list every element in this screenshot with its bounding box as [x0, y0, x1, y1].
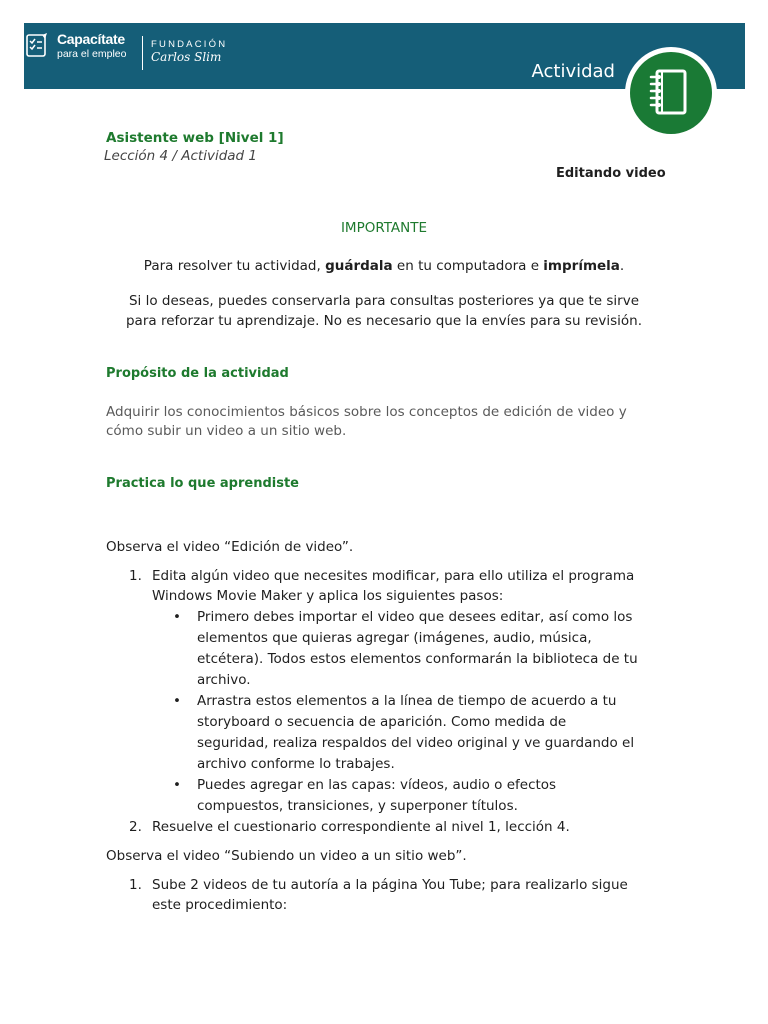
foundation-name: Carlos Slim [151, 50, 222, 64]
foundation-label: FUNDACIÓN [151, 39, 228, 50]
item3-line-2: este procedimiento: [152, 897, 288, 913]
bullet3-line-1: Puedes agregar en las capas: vídeos, audio o efectos [197, 777, 557, 793]
notebook-badge-icon [624, 46, 718, 140]
item1-line-1: Edita algún video que necesites modificar, para ello utiliza el programa [152, 568, 635, 584]
instruction-save: guárdala [325, 258, 393, 274]
item3-line-1: Sube 2 videos de tu autoría a la página You Tube; para realizarlo sigue [152, 877, 628, 893]
instruction-text-2: en tu computadora e [392, 258, 544, 274]
keep-note-line-1: Si lo deseas, puedes conservarla para consultas posteriores ya que te sirve [128, 293, 640, 309]
save-print-instruction [104, 256, 664, 276]
bullet-icon: • [173, 777, 181, 793]
bullet1-line-2: elementos que quieras agregar (imágenes, audio, música, [197, 630, 592, 646]
bullet3-line-2: compuestos, transiciones, y superponer títulos. [197, 798, 518, 814]
bullet2-line-4: archivo conforme lo trabajes. [197, 756, 395, 772]
bullet1-line-1: Primero debes importar el video que desees editar, así como los [197, 609, 633, 625]
keep-note-line-2: para reforzar tu aprendizaje. No es necesario que la envíes para su revisión. [125, 313, 643, 329]
bullet2-line-2: storyboard o secuencia de aparición. Como medida de [197, 714, 567, 730]
instruction-end: . [619, 258, 625, 274]
topic-title: Editando video [556, 166, 666, 181]
logo-divider [142, 36, 143, 70]
purpose-heading: Propósito de la actividad [106, 366, 289, 381]
list-number: 2. [129, 819, 142, 835]
brand-logo [24, 31, 228, 64]
practice-heading: Practica lo que aprendiste [106, 476, 300, 491]
purpose-line-1: Adquirir los conocimientos básicos sobre los conceptos de edición de video y [106, 404, 627, 420]
purpose-line-2: cómo subir un video a un sitio web. [106, 423, 347, 439]
brand-subtitle: para el empleo [57, 48, 127, 60]
item2-line-1: Resuelve el cuestionario correspondiente al nivel 1, lección 4. [152, 819, 570, 835]
list-number: 1. [129, 877, 142, 893]
bullet1-line-3: etcétera). Todos estos elementos conformarán la biblioteca de tu [197, 651, 638, 667]
header-title: Actividad [531, 61, 615, 82]
bullet-icon: • [173, 609, 181, 625]
bullet2-line-1: Arrastra estos elementos a la línea de tiempo de acuerdo a tu [197, 693, 617, 709]
item1-line-2: Windows Movie Maker y aplica los siguientes pasos: [152, 588, 504, 604]
brand-name: Capacítate [57, 31, 125, 47]
observe-video-1: Observa el video “Edición de video”. [106, 539, 354, 555]
checklist-logo-icon [26, 33, 48, 57]
bullet1-line-4: archivo. [197, 672, 251, 688]
course-title: Asistente web [Nivel 1] [106, 130, 284, 146]
instruction-print: imprímela [543, 258, 620, 274]
list-number: 1. [129, 568, 142, 584]
observe-video-2: Observa el video “Subiendo un video a un sitio web”. [106, 848, 467, 864]
bullet2-line-3: seguridad, realiza respaldos del video original y ve guardando el [197, 735, 635, 751]
important-heading: IMPORTANTE [340, 220, 428, 236]
bullet-icon: • [173, 693, 181, 709]
instruction-text: Para resolver tu actividad, [143, 258, 326, 274]
lesson-label: Lección 4 / Actividad 1 [104, 148, 257, 164]
